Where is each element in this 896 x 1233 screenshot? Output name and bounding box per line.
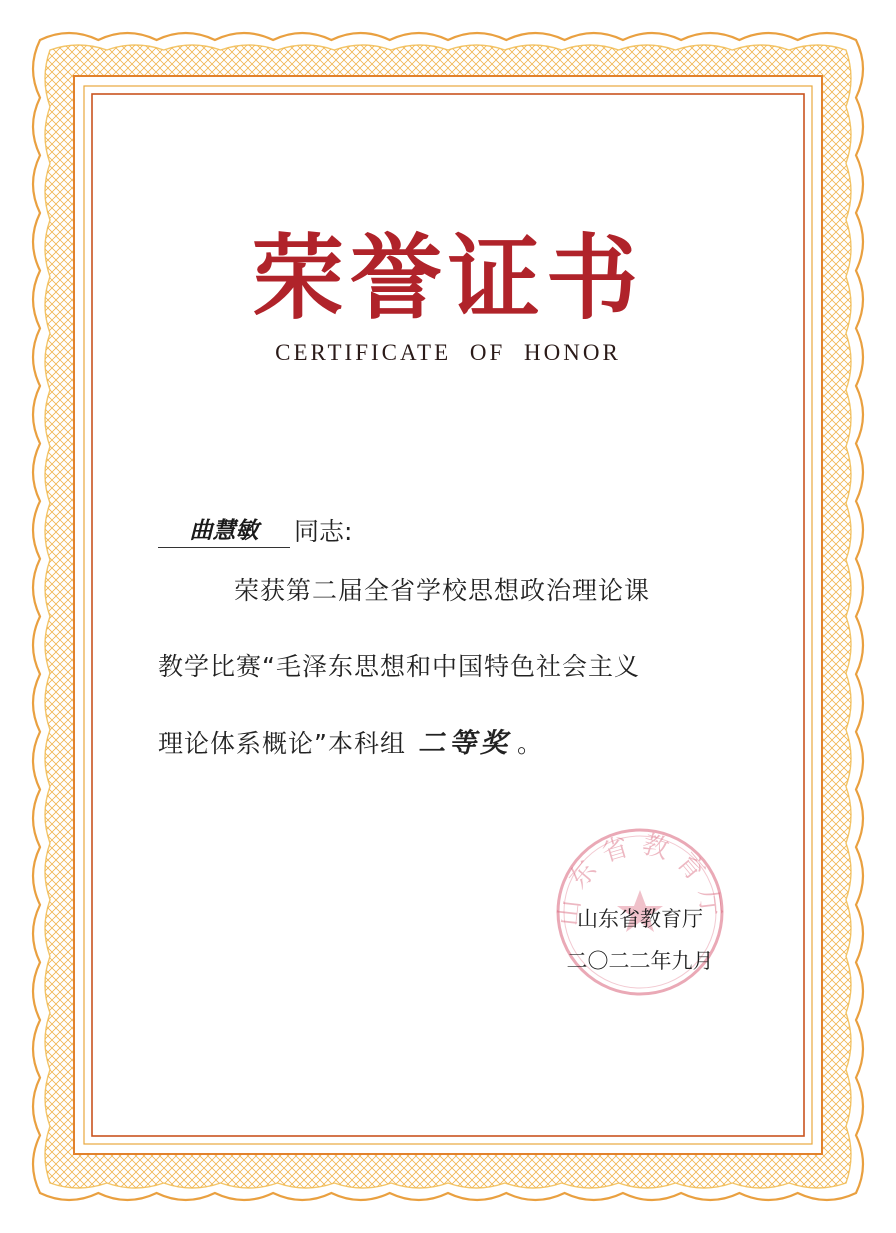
issuer-block <box>540 898 740 982</box>
certificate-title: 荣誉证书 <box>251 224 644 332</box>
issue-date: 二〇二二年九月 <box>566 949 714 973</box>
statement-line-3 <box>158 730 748 806</box>
statement-line-2: 教学比赛“毛泽东思想和中国特色社会主义 <box>158 652 640 681</box>
award-level: 二等奖 <box>417 728 511 759</box>
statement-line-3-text: 理论体系概论”本科组 <box>158 729 406 758</box>
issuer-name: 山东省教育厅 <box>577 907 703 931</box>
salutation: 同志: <box>294 517 353 546</box>
end-punctuation: 。 <box>516 729 543 758</box>
recipient-name: 曲慧敏 <box>158 512 290 548</box>
recipient-line <box>158 512 352 548</box>
certificate-subtitle: CERTIFICATE OF HONOR <box>275 340 621 365</box>
award-statement <box>158 578 748 806</box>
seal-text: 山东省教育厅 <box>553 829 727 928</box>
statement-line-1: 荣获第二届全省学校思想政治理论课 <box>234 576 651 605</box>
